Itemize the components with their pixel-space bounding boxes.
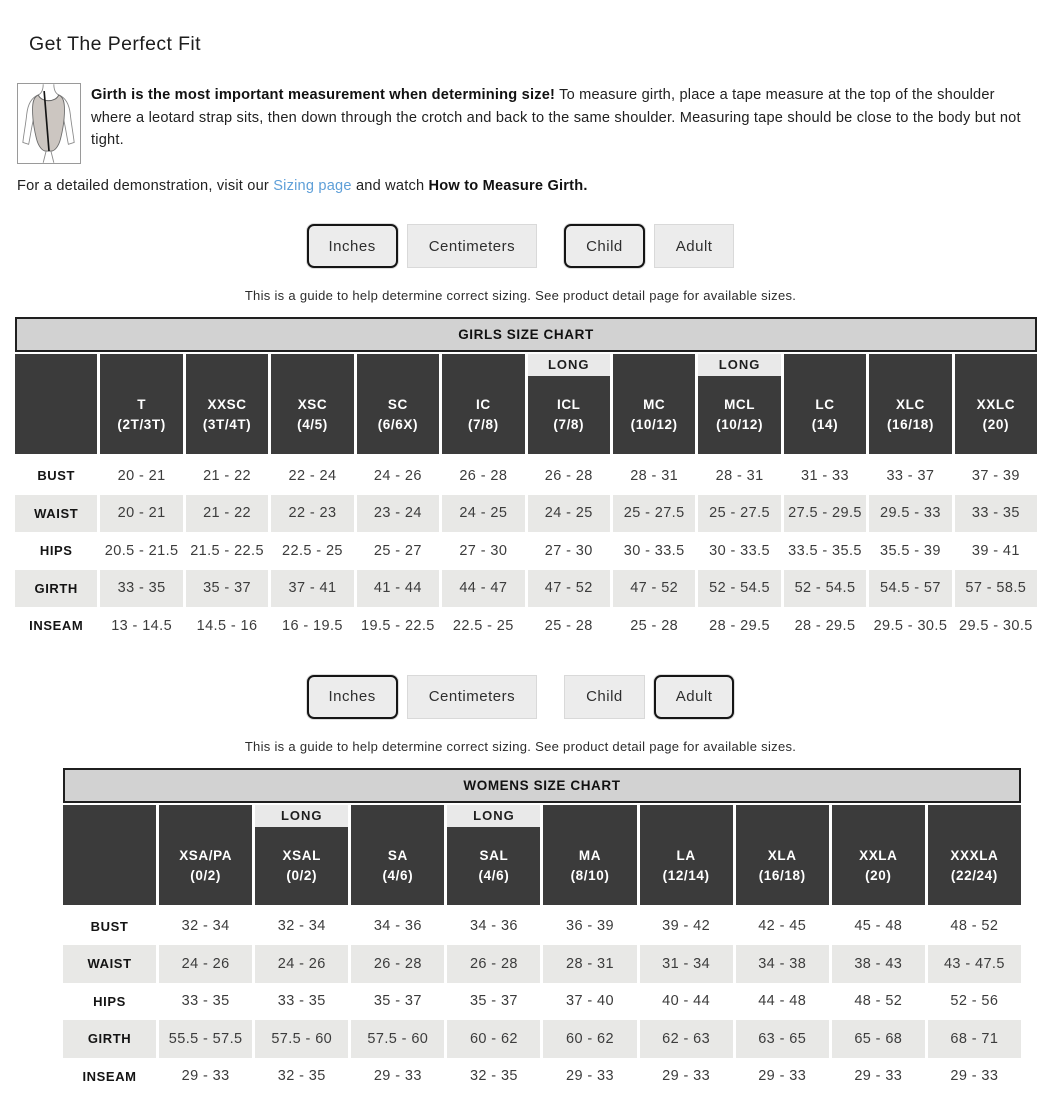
row-label-hips: HIPS — [15, 532, 97, 570]
row-label-bust: BUST — [63, 908, 156, 946]
column-header-xsc — [271, 354, 353, 454]
size-range-cell: 57.5 - 60 — [351, 1020, 444, 1058]
size-range-cell: 19.5 - 22.5 — [357, 607, 439, 645]
size-range-cell: 21 - 22 — [186, 457, 268, 495]
size-range-cell: 29 - 33 — [832, 1058, 925, 1096]
column-size-code: XSAL — [282, 847, 321, 863]
size-range-cell: 22.5 - 25 — [271, 532, 353, 570]
row-label-bust: BUST — [15, 457, 97, 495]
size-range-cell: 32 - 35 — [447, 1058, 540, 1096]
column-size-range: (4/6) — [382, 867, 414, 883]
adult-button[interactable]: Adult — [654, 224, 735, 268]
row-label-hips: HIPS — [63, 983, 156, 1021]
size-range-cell: 24 - 26 — [357, 457, 439, 495]
size-range-cell: 41 - 44 — [357, 570, 439, 608]
column-size-code: T — [137, 397, 147, 412]
size-range-cell: 20 - 21 — [100, 495, 182, 533]
inches-button[interactable]: Inches — [307, 675, 398, 719]
size-range-cell: 24 - 25 — [442, 495, 524, 533]
column-size-range: (20) — [982, 417, 1010, 432]
size-range-cell: 29.5 - 30.5 — [955, 607, 1037, 645]
column-size-code: SAL — [479, 847, 509, 863]
size-range-cell: 28 - 31 — [543, 945, 636, 983]
child-button[interactable]: Child — [564, 224, 645, 268]
column-size-code: XLA — [767, 847, 797, 863]
column-header-t — [100, 354, 182, 454]
size-range-cell: 25 - 27 — [357, 532, 439, 570]
column-header-xsa-pa — [159, 805, 252, 905]
adult-button[interactable]: Adult — [654, 675, 735, 719]
size-range-cell: 35 - 37 — [447, 983, 540, 1021]
size-range-cell: 29 - 33 — [640, 1058, 733, 1096]
girls_chart-title: GIRLS SIZE CHART — [15, 317, 1037, 352]
size-range-cell: 42 - 45 — [736, 908, 829, 946]
size-range-cell: 37 - 41 — [271, 570, 353, 608]
size-range-cell: 32 - 35 — [255, 1058, 348, 1096]
size-range-cell: 39 - 42 — [640, 908, 733, 946]
column-header-xxla — [832, 805, 925, 905]
column-header-sc — [357, 354, 439, 454]
column-size-code: XSC — [297, 397, 328, 412]
size-range-cell: 27 - 30 — [442, 532, 524, 570]
size-range-cell: 28 - 29.5 — [784, 607, 866, 645]
column-size-range: (16/18) — [758, 867, 806, 883]
long-badge: LONG — [255, 805, 348, 827]
header-corner-cell — [63, 805, 156, 905]
size-range-cell: 52 - 54.5 — [784, 570, 866, 608]
measurement-row-hips — [15, 532, 1037, 570]
inches-button[interactable]: Inches — [307, 224, 398, 268]
size-range-cell: 27 - 30 — [528, 532, 610, 570]
girls_chart-header-row — [15, 354, 1037, 454]
size-range-cell: 27.5 - 29.5 — [784, 495, 866, 533]
long-badge: LONG — [447, 805, 540, 827]
girth-info-section — [17, 83, 1025, 164]
adult-chart-toggle-group — [0, 675, 1041, 719]
measurement-row-bust — [63, 908, 1021, 946]
measurement-row-waist — [15, 495, 1037, 533]
size-range-cell: 23 - 24 — [357, 495, 439, 533]
size-range-cell: 45 - 48 — [832, 908, 925, 946]
size-range-cell: 31 - 34 — [640, 945, 733, 983]
size-range-cell: 60 - 62 — [543, 1020, 636, 1058]
column-size-code: XSA/PA — [179, 847, 233, 863]
size-range-cell: 32 - 34 — [159, 908, 252, 946]
size-range-cell: 47 - 52 — [613, 570, 695, 608]
size-range-cell: 24 - 26 — [159, 945, 252, 983]
size-range-cell: 26 - 28 — [447, 945, 540, 983]
size-range-cell: 47 - 52 — [528, 570, 610, 608]
guide-note-child: This is a guide to help determine correct sizing. See product detail page for available sizes. — [244, 288, 797, 303]
row-label-girth: GIRTH — [15, 570, 97, 608]
column-size-range: (4/5) — [297, 417, 328, 432]
size-range-cell: 16 - 19.5 — [271, 607, 353, 645]
column-size-code: XXXLA — [950, 847, 999, 863]
column-header-xsal — [255, 805, 348, 905]
long-badge: LONG — [698, 354, 780, 376]
column-size-range: (3T/4T) — [202, 417, 252, 432]
size-range-cell: 37 - 39 — [955, 457, 1037, 495]
size-range-cell: 34 - 36 — [447, 908, 540, 946]
size-range-cell: 52 - 56 — [928, 983, 1021, 1021]
row-label-waist: WAIST — [15, 495, 97, 533]
size-range-cell: 34 - 38 — [736, 945, 829, 983]
column-size-code: XXLC — [976, 397, 1016, 412]
size-range-cell: 57.5 - 60 — [255, 1020, 348, 1058]
child-button[interactable]: Child — [564, 675, 645, 719]
size-range-cell: 57 - 58.5 — [955, 570, 1037, 608]
column-header-xxlc — [955, 354, 1037, 454]
size-range-cell: 39 - 41 — [955, 532, 1037, 570]
measurement-row-bust — [15, 457, 1037, 495]
column-size-range: (6/6X) — [377, 417, 419, 432]
size-range-cell: 68 - 71 — [928, 1020, 1021, 1058]
column-size-range: (8/10) — [570, 867, 610, 883]
column-size-range: (12/14) — [662, 867, 710, 883]
size-range-cell: 35.5 - 39 — [869, 532, 951, 570]
column-size-range: (2T/3T) — [117, 417, 166, 432]
size-range-cell: 62 - 63 — [640, 1020, 733, 1058]
size-range-cell: 35 - 37 — [186, 570, 268, 608]
size-range-cell: 65 - 68 — [832, 1020, 925, 1058]
size-range-cell: 37 - 40 — [543, 983, 636, 1021]
centimeters-button[interactable]: Centimeters — [407, 675, 537, 719]
size-range-cell: 44 - 47 — [442, 570, 524, 608]
column-header-xxxla — [928, 805, 1021, 905]
demo-line-bold: How to Measure Girth. — [428, 178, 588, 194]
demo-line — [17, 178, 1025, 194]
size-range-cell: 25 - 27.5 — [613, 495, 695, 533]
size-range-cell: 22 - 24 — [271, 457, 353, 495]
size-range-cell: 38 - 43 — [832, 945, 925, 983]
column-header-xxsc — [186, 354, 268, 454]
measurement-row-inseam — [15, 607, 1037, 645]
size-range-cell: 24 - 26 — [255, 945, 348, 983]
size-range-cell: 33.5 - 35.5 — [784, 532, 866, 570]
size-range-cell: 29.5 - 33 — [869, 495, 951, 533]
column-size-range: (0/2) — [286, 867, 318, 883]
womens_chart-title: WOMENS SIZE CHART — [63, 768, 1021, 803]
size-range-cell: 25 - 27.5 — [698, 495, 780, 533]
size-range-cell: 48 - 52 — [928, 908, 1021, 946]
centimeters-button[interactable]: Centimeters — [407, 224, 537, 268]
measurement-row-girth — [63, 1020, 1021, 1058]
size-range-cell: 22.5 - 25 — [442, 607, 524, 645]
header-corner-cell — [15, 354, 97, 454]
demo-line-middle: and watch — [351, 178, 429, 194]
girls-size-chart — [15, 317, 1037, 645]
row-label-girth: GIRTH — [63, 1020, 156, 1058]
size-range-cell: 52 - 54.5 — [698, 570, 780, 608]
size-range-cell: 33 - 35 — [955, 495, 1037, 533]
size-range-cell: 24 - 25 — [528, 495, 610, 533]
girth-description-bold: Girth is the most important measurement when determining size! — [91, 87, 556, 103]
column-size-code: XLC — [896, 397, 925, 412]
column-header-ic — [442, 354, 524, 454]
column-header-xla — [736, 805, 829, 905]
sizing-page-link[interactable]: Sizing page — [273, 178, 352, 194]
size-range-cell: 25 - 28 — [613, 607, 695, 645]
size-range-cell: 33 - 37 — [869, 457, 951, 495]
size-range-cell: 60 - 62 — [447, 1020, 540, 1058]
row-label-inseam: INSEAM — [15, 607, 97, 645]
size-range-cell: 21 - 22 — [186, 495, 268, 533]
column-size-code: XXSC — [207, 397, 247, 412]
size-range-cell: 28 - 31 — [698, 457, 780, 495]
size-range-cell: 40 - 44 — [640, 983, 733, 1021]
girth-description — [91, 83, 1025, 164]
girth-description-rest: To measure girth, place a tape measure at the top of the shoulder where a leotard strap sits, then down through the crotch and back to the same shoulder. Measuring tape should be close to the body but not tight. — [91, 87, 1021, 148]
size-range-cell: 29.5 - 30.5 — [869, 607, 951, 645]
womens-size-chart — [63, 768, 1021, 1096]
size-range-cell: 20 - 21 — [100, 457, 182, 495]
column-header-mcl — [698, 354, 780, 454]
page-title: Get The Perfect Fit — [29, 33, 201, 55]
size-range-cell: 43 - 47.5 — [928, 945, 1021, 983]
size-range-cell: 26 - 28 — [442, 457, 524, 495]
size-range-cell: 33 - 35 — [255, 983, 348, 1021]
size-range-cell: 29 - 33 — [543, 1058, 636, 1096]
column-size-range: (22/24) — [950, 867, 998, 883]
size-range-cell: 30 - 33.5 — [698, 532, 780, 570]
column-size-code: ICL — [556, 397, 581, 412]
column-size-code: SC — [387, 397, 408, 412]
column-size-range: (4/6) — [478, 867, 510, 883]
column-size-range: (10/12) — [716, 417, 764, 432]
measurement-row-hips — [63, 983, 1021, 1021]
column-size-code: LC — [815, 397, 835, 412]
size-range-cell: 48 - 52 — [832, 983, 925, 1021]
size-range-cell: 29 - 33 — [351, 1058, 444, 1096]
row-label-waist: WAIST — [63, 945, 156, 983]
column-size-code: SA — [387, 847, 408, 863]
measurement-row-inseam — [63, 1058, 1021, 1096]
size-range-cell: 14.5 - 16 — [186, 607, 268, 645]
size-range-cell: 63 - 65 — [736, 1020, 829, 1058]
column-header-ma — [543, 805, 636, 905]
column-header-la — [640, 805, 733, 905]
column-size-code: LA — [676, 847, 696, 863]
size-range-cell: 25 - 28 — [528, 607, 610, 645]
size-range-cell: 33 - 35 — [159, 983, 252, 1021]
measurement-row-girth — [15, 570, 1037, 608]
column-size-code: IC — [475, 397, 491, 412]
column-header-xlc — [869, 354, 951, 454]
size-range-cell: 22 - 23 — [271, 495, 353, 533]
column-size-range: (0/2) — [190, 867, 222, 883]
size-range-cell: 26 - 28 — [351, 945, 444, 983]
size-range-cell: 29 - 33 — [928, 1058, 1021, 1096]
row-label-inseam: INSEAM — [63, 1058, 156, 1096]
column-header-lc — [784, 354, 866, 454]
size-range-cell: 26 - 28 — [528, 457, 610, 495]
column-size-range: (7/8) — [553, 417, 585, 432]
long-badge: LONG — [528, 354, 610, 376]
column-size-range: (10/12) — [630, 417, 678, 432]
column-header-sa — [351, 805, 444, 905]
size-range-cell: 32 - 34 — [255, 908, 348, 946]
column-header-icl — [528, 354, 610, 454]
child-chart-toggle-group — [0, 224, 1041, 268]
size-range-cell: 28 - 29.5 — [698, 607, 780, 645]
column-size-code: MCL — [724, 397, 756, 412]
leotard-figure-box — [17, 83, 81, 164]
column-size-range: (7/8) — [467, 417, 499, 432]
size-range-cell: 30 - 33.5 — [613, 532, 695, 570]
size-range-cell: 31 - 33 — [784, 457, 866, 495]
measurement-row-waist — [63, 945, 1021, 983]
guide-note-adult: This is a guide to help determine correct sizing. See product detail page for available sizes. — [244, 738, 797, 754]
column-size-range: (20) — [865, 867, 892, 883]
leotard-girth-illustration — [18, 84, 80, 163]
column-size-code: MA — [578, 847, 602, 863]
size-range-cell: 35 - 37 — [351, 983, 444, 1021]
column-size-range: (16/18) — [886, 417, 934, 432]
size-range-cell: 36 - 39 — [543, 908, 636, 946]
column-size-range: (14) — [811, 417, 839, 432]
column-header-sal — [447, 805, 540, 905]
size-range-cell: 29 - 33 — [159, 1058, 252, 1096]
size-range-cell: 13 - 14.5 — [100, 607, 182, 645]
column-header-mc — [613, 354, 695, 454]
size-range-cell: 28 - 31 — [613, 457, 695, 495]
size-guide-page — [0, 33, 1041, 1109]
size-range-cell: 33 - 35 — [100, 570, 182, 608]
size-range-cell: 21.5 - 22.5 — [186, 532, 268, 570]
size-range-cell: 55.5 - 57.5 — [159, 1020, 252, 1058]
size-range-cell: 20.5 - 21.5 — [100, 532, 182, 570]
column-size-code: MC — [643, 397, 666, 412]
demo-line-before: For a detailed demonstration, visit our — [17, 178, 274, 194]
column-size-code: XXLA — [859, 847, 898, 863]
size-range-cell: 44 - 48 — [736, 983, 829, 1021]
size-range-cell: 54.5 - 57 — [869, 570, 951, 608]
womens_chart-header-row — [63, 805, 1021, 905]
size-range-cell: 29 - 33 — [736, 1058, 829, 1096]
size-range-cell: 34 - 36 — [351, 908, 444, 946]
